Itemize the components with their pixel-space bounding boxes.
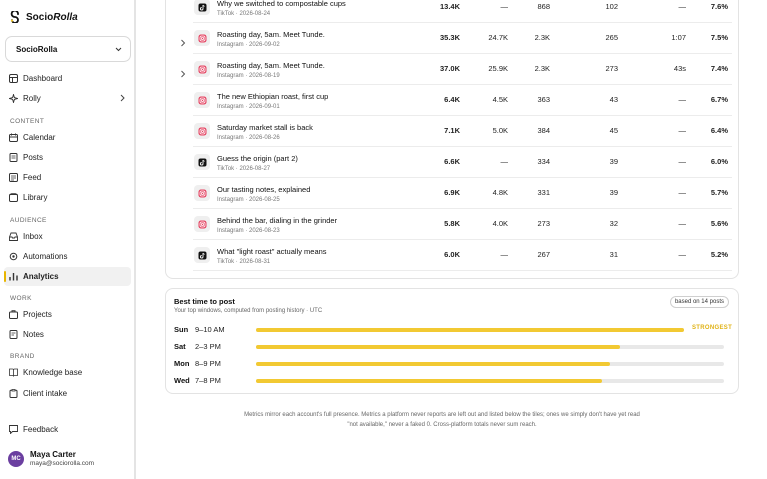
- post-meta: Instagram · 2026-09-02: [217, 42, 280, 48]
- metric-cell: 5.6%: [710, 219, 728, 228]
- nav-knowledge-base-label: Knowledge base: [23, 368, 83, 377]
- metric-cell: 45: [609, 126, 618, 135]
- post-title[interactable]: Roasting day, 5am. Meet Tunde.: [217, 61, 325, 70]
- metric-cell: 4.0K: [492, 219, 508, 228]
- metric-cell: 7.1K: [444, 126, 460, 135]
- workspace-switcher[interactable]: [5, 36, 131, 62]
- metric-cell: 1:07: [671, 33, 686, 42]
- metric-cell: 334: [537, 157, 550, 166]
- table-row[interactable]: [166, 54, 740, 85]
- main-content: [138, 0, 767, 479]
- metric-cell: 39: [609, 157, 618, 166]
- nav-feed[interactable]: [4, 168, 131, 187]
- nav-library-label: Library: [23, 193, 48, 202]
- calendar-icon: [9, 133, 18, 142]
- metric-cell: 5.2%: [710, 250, 728, 259]
- post-meta: Instagram · 2026-08-19: [217, 73, 280, 79]
- tiktok-icon: [194, 0, 210, 15]
- metric-cell: 4.8K: [492, 188, 508, 197]
- post-meta: Instagram · 2026-08-26: [217, 135, 280, 141]
- avatar: MC: [8, 451, 24, 467]
- table-row[interactable]: [166, 147, 740, 178]
- metric-cell: —: [500, 250, 508, 259]
- slot-strength-bar: [256, 362, 610, 366]
- automation-icon: [9, 252, 18, 261]
- slot-strength-bar: [256, 345, 620, 349]
- table-row[interactable]: [166, 85, 740, 116]
- chat-bubble-icon: [9, 425, 18, 434]
- workspace-name: SocioRolla: [16, 44, 58, 54]
- metric-cell: 43s: [673, 64, 686, 73]
- metric-cell: 273: [537, 219, 550, 228]
- metric-cell: —: [500, 157, 508, 166]
- slot-strength-track: [256, 328, 684, 332]
- notes-icon: [9, 330, 18, 339]
- metric-cell: —: [678, 126, 686, 135]
- nav-analytics-label: Analytics: [23, 272, 59, 281]
- brand-name: SocioRolla: [26, 11, 78, 23]
- metrics-footnote: Metrics mirror each account's full presence. Metrics a platform never reports are left out and listed below the tiles; ones we simply don't have yet read "not available," never a faked 0. Cross-platform totals never sum reach.: [244, 412, 640, 428]
- metric-cell: 43: [609, 95, 618, 104]
- table-row[interactable]: [166, 116, 740, 147]
- nav-feedback-label: Feedback: [23, 425, 59, 434]
- nav-notes-label: Notes: [23, 330, 44, 339]
- metric-cell: 6.6K: [444, 157, 460, 166]
- brand-logo[interactable]: [10, 11, 78, 23]
- metric-cell: 331: [537, 188, 550, 197]
- table-row[interactable]: [166, 209, 740, 240]
- post-title[interactable]: Our tasting notes, explained: [217, 185, 311, 194]
- slot-strength-track: [256, 379, 724, 383]
- metric-cell: 5.0K: [492, 126, 508, 135]
- slot-strength-track: [256, 345, 724, 349]
- nav-rolly-label: Rolly: [23, 94, 41, 103]
- metric-cell: 384: [537, 126, 550, 135]
- metric-cell: 6.4K: [444, 95, 460, 104]
- chevron-right-icon[interactable]: [180, 65, 186, 73]
- slot-time: 2–3 PM: [195, 342, 221, 351]
- metric-cell: 25.9K: [488, 64, 508, 73]
- section-label-audience: AUDIENCE: [10, 217, 47, 224]
- slot-day: Mon: [174, 359, 190, 368]
- strongest-label: STRONGEST: [692, 325, 733, 331]
- nav-rolly[interactable]: [4, 89, 131, 108]
- slot-day: Sun: [174, 325, 189, 334]
- nav-feedback[interactable]: [4, 420, 131, 439]
- metric-cell: 7.6%: [710, 2, 728, 11]
- posts-count-badge: based on 14 posts: [670, 296, 729, 308]
- user-profile[interactable]: [8, 450, 94, 467]
- best-time-subtitle: Your top windows, computed from posting history · UTC: [174, 308, 323, 314]
- nav-analytics[interactable]: [4, 267, 131, 286]
- metric-cell: 868: [537, 2, 550, 11]
- post-title[interactable]: Saturday market stall is back: [217, 123, 313, 132]
- metric-cell: —: [678, 219, 686, 228]
- metric-cell: 363: [537, 95, 550, 104]
- instagram-icon: [194, 61, 210, 77]
- user-name: Maya Carter: [30, 450, 76, 459]
- metric-cell: 4.5K: [492, 95, 508, 104]
- metric-cell: 2.3K: [534, 33, 550, 42]
- post-meta: Instagram · 2026-09-01: [217, 104, 280, 110]
- nav-client-intake[interactable]: [4, 384, 131, 403]
- table-row[interactable]: [166, 240, 740, 271]
- best-time-title: Best time to post: [174, 297, 235, 306]
- instagram-icon: [194, 216, 210, 232]
- metric-cell: —: [678, 95, 686, 104]
- nav-feed-label: Feed: [23, 173, 42, 182]
- chevron-right-icon: [120, 94, 125, 104]
- nav-client-intake-label: Client intake: [23, 389, 68, 398]
- metric-cell: 5.8K: [444, 219, 460, 228]
- slot-time: 9–10 AM: [195, 325, 225, 334]
- library-icon: [9, 193, 18, 202]
- tiktok-icon: [194, 247, 210, 263]
- table-row[interactable]: [166, 23, 740, 54]
- metric-cell: 37.0K: [439, 64, 460, 73]
- metric-cell: 6.9K: [444, 188, 460, 197]
- post-meta: Instagram · 2026-08-25: [217, 197, 280, 203]
- sparkle-icon: [9, 94, 18, 103]
- time-slot-row: [174, 342, 732, 352]
- table-row[interactable]: [166, 0, 740, 23]
- clipboard-icon: [9, 389, 18, 398]
- nav-inbox-label: Inbox: [23, 232, 43, 241]
- metric-cell: —: [678, 188, 686, 197]
- nav-projects[interactable]: [4, 305, 131, 324]
- slot-time: 8–9 PM: [195, 359, 221, 368]
- metric-cell: 2.3K: [534, 64, 550, 73]
- instagram-icon: [194, 30, 210, 46]
- metric-cell: —: [678, 250, 686, 259]
- nav-calendar[interactable]: [4, 128, 131, 147]
- metric-cell: 265: [605, 33, 618, 42]
- metric-cell: 13.4K: [439, 2, 460, 11]
- user-email: maya@sociorolla.com: [30, 460, 95, 467]
- instagram-icon: [194, 92, 210, 108]
- nav-dashboard[interactable]: [4, 69, 131, 88]
- instagram-icon: [194, 185, 210, 201]
- feed-icon: [9, 173, 18, 182]
- nav-inbox[interactable]: [4, 227, 131, 246]
- metric-cell: 102: [605, 2, 618, 11]
- posts-icon: [9, 153, 18, 162]
- time-slot-row: [174, 325, 732, 335]
- nav-knowledge-base[interactable]: [4, 363, 131, 382]
- post-title[interactable]: Guess the origin (part 2): [217, 154, 298, 163]
- metric-cell: 5.7%: [710, 188, 728, 197]
- metric-cell: 6.4%: [710, 126, 728, 135]
- metric-cell: —: [500, 2, 508, 11]
- metric-cell: 35.3K: [439, 33, 460, 42]
- nav-automations-label: Automations: [23, 252, 68, 261]
- row-divider: [193, 270, 732, 271]
- nav-automations[interactable]: [4, 247, 131, 266]
- post-meta: TikTok · 2026-08-27: [217, 166, 271, 172]
- slot-day: Sat: [174, 342, 186, 351]
- time-slot-row: [174, 359, 732, 369]
- metric-cell: 32: [609, 219, 618, 228]
- post-title[interactable]: The new Ethiopian roast, first cup: [217, 92, 329, 101]
- slot-day: Wed: [174, 376, 190, 385]
- section-label-brand: BRAND: [10, 353, 35, 360]
- post-title[interactable]: Behind the bar, dialing in the grinder: [217, 216, 338, 225]
- post-title[interactable]: Why we switched to compostable cups: [217, 0, 346, 8]
- chevron-down-icon: [115, 45, 122, 54]
- nav-notes[interactable]: [4, 325, 131, 344]
- metric-cell: 6.0K: [444, 250, 460, 259]
- section-label-content: CONTENT: [10, 118, 45, 125]
- metric-cell: 267: [537, 250, 550, 259]
- projects-icon: [9, 310, 18, 319]
- inbox-icon: [9, 232, 18, 241]
- post-title[interactable]: Roasting day, 5am. Meet Tunde.: [217, 30, 325, 39]
- analytics-icon: [9, 272, 18, 281]
- nav-projects-label: Projects: [23, 310, 52, 319]
- metric-cell: —: [678, 2, 686, 11]
- post-meta: TikTok · 2026-08-24: [217, 11, 271, 17]
- metric-cell: 31: [609, 250, 618, 259]
- nav-posts[interactable]: [4, 148, 131, 167]
- metric-cell: 24.7K: [488, 33, 508, 42]
- slot-strength-bar: [256, 379, 602, 383]
- slot-time: 7–8 PM: [195, 376, 221, 385]
- table-row[interactable]: [166, 178, 740, 209]
- nav-calendar-label: Calendar: [23, 133, 56, 142]
- nav-library[interactable]: [4, 188, 131, 207]
- slot-strength-bar: [256, 328, 684, 332]
- metric-cell: —: [678, 157, 686, 166]
- dashboard-icon: [9, 74, 18, 83]
- chevron-right-icon[interactable]: [180, 34, 186, 42]
- tiktok-icon: [194, 154, 210, 170]
- post-meta: Instagram · 2026-08-23: [217, 228, 280, 234]
- sidebar: [0, 0, 136, 479]
- metric-cell: 7.5%: [710, 33, 728, 42]
- best-time-card: [165, 288, 739, 394]
- nav-posts-label: Posts: [23, 153, 44, 162]
- nav-dashboard-label: Dashboard: [23, 74, 63, 83]
- top-posts-table: [165, 0, 739, 279]
- slot-strength-track: [256, 362, 724, 366]
- post-title[interactable]: What "light roast" actually means: [217, 247, 327, 256]
- logo-icon: [10, 11, 20, 23]
- metric-cell: 39: [609, 188, 618, 197]
- metric-cell: 7.4%: [710, 64, 728, 73]
- instagram-icon: [194, 123, 210, 139]
- post-meta: TikTok · 2026-08-31: [217, 259, 271, 265]
- metric-cell: 6.0%: [710, 157, 728, 166]
- metric-cell: 273: [605, 64, 618, 73]
- time-slot-row: [174, 376, 732, 386]
- metric-cell: 6.7%: [710, 95, 728, 104]
- book-icon: [9, 368, 18, 377]
- section-label-work: WORK: [10, 295, 32, 302]
